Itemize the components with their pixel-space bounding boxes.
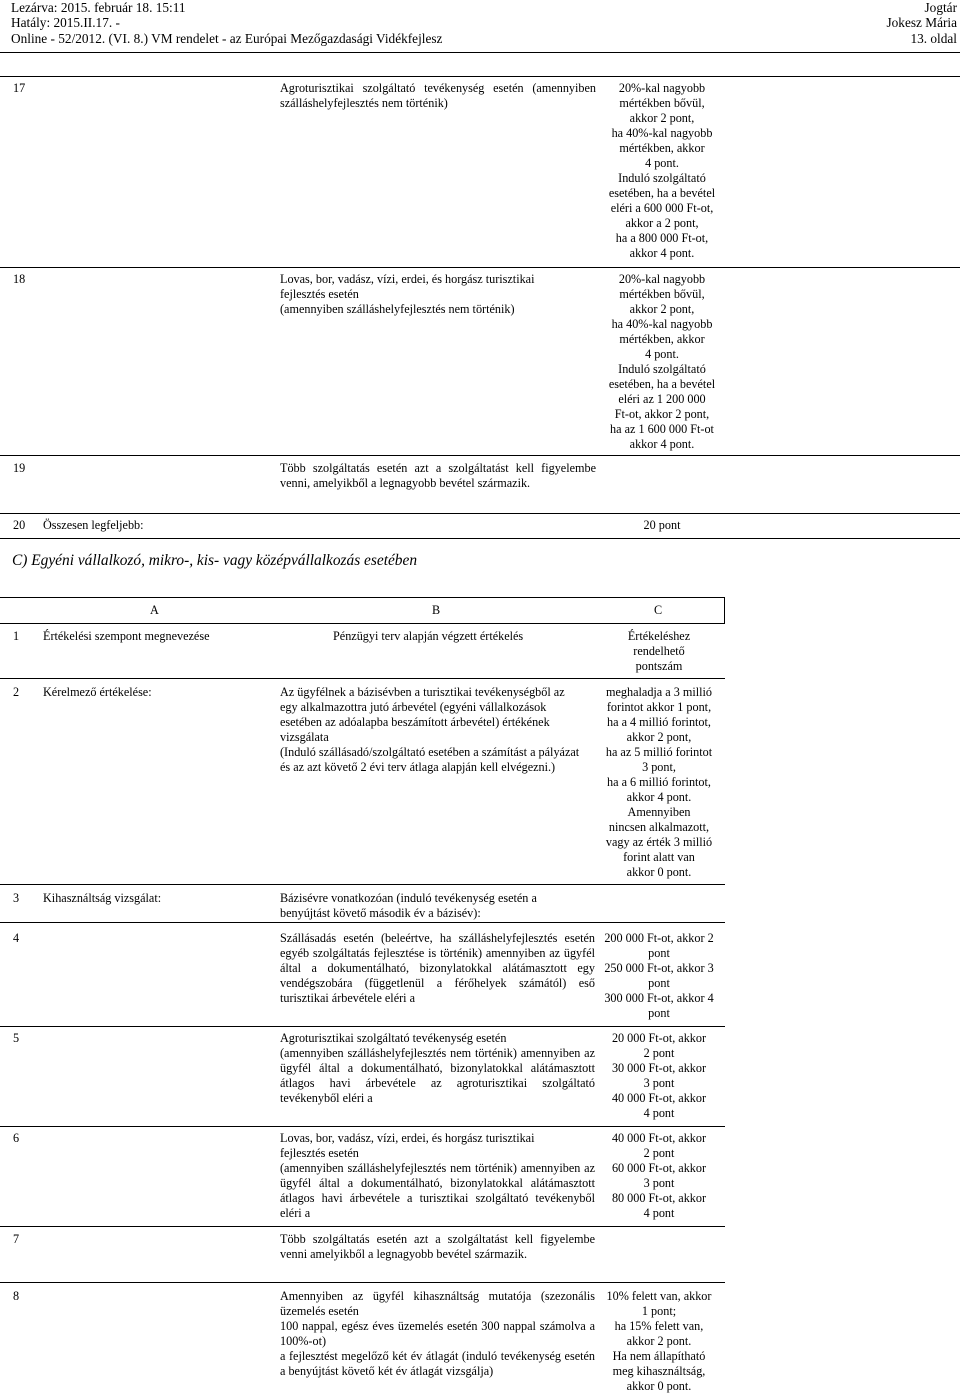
- score-line: 4 pont: [643, 1206, 675, 1220]
- cell-b: [280, 1131, 595, 1221]
- score-line: 3 pont: [643, 1176, 675, 1190]
- row-number: 1: [13, 629, 20, 643]
- score-line: 3 pont,: [642, 760, 676, 774]
- score-line: akkor 4 pont.: [629, 246, 695, 260]
- score-line: akkor 2 pont,: [626, 730, 692, 744]
- score-line: ha 40%-kal nagyobb: [611, 126, 713, 140]
- table2-rule-4: [0, 922, 725, 923]
- row-number: 6: [13, 1131, 20, 1145]
- cell-b: [280, 1289, 595, 1379]
- row-number: 7: [13, 1232, 20, 1246]
- header-document-title: Online - 52/2012. (VI. 8.) VM rendelet - az Európai Mezőgazdasági Vidékfejlesz: [11, 30, 443, 46]
- score-line: eléri az 1 200 000: [618, 392, 706, 406]
- cell-c: [596, 685, 722, 880]
- score-line: forint alatt van: [623, 850, 695, 864]
- score-line: akkor 0 pont.: [626, 865, 692, 879]
- score-line: mértékben, akkor: [619, 141, 705, 155]
- score-line: 300 000 Ft-ot, akkor 4: [604, 991, 714, 1005]
- score-line: 10% felett van, akkor: [606, 1289, 712, 1303]
- cell-b-text: a fejlesztést megelőző két év átlagát (induló tevékenység esetén a benyújtást követő két év átlagát vizsgálja): [280, 1349, 595, 1378]
- score-line: vagy az érték 3 millió: [605, 835, 713, 849]
- score-line: 20%-kal nagyobb: [618, 272, 706, 286]
- cell-b: [280, 931, 595, 1006]
- cell-b-text: (Induló szállásadó/szolgáltató esetében a számítást a pályázat és az azt követő 2 évi terv átlaga alapján kell elvégezni.): [280, 745, 580, 774]
- score-line: Induló szolgáltató: [618, 362, 706, 376]
- row-number: 19: [13, 461, 26, 475]
- table2-rule-3: [0, 884, 725, 885]
- row-description: [280, 81, 596, 111]
- cell-b-text: Több szolgáltatás esetén azt a szolgáltatást kell figyelembe venni amelyikből a legnagyobb bevétel származik.: [280, 1232, 595, 1261]
- cell-b-text: Pénzügyi terv alapján végzett értékelés: [333, 629, 524, 643]
- cell-b-text: fejlesztés esetén: [280, 1146, 359, 1160]
- cell-b: [280, 685, 585, 775]
- description-line: (amennyiben szálláshelyfejlesztés nem történik): [280, 302, 515, 316]
- header-divider: [0, 52, 960, 53]
- table1-rule-19: [0, 455, 960, 456]
- row-description: [280, 461, 596, 491]
- score-line: Ha nem állapítható: [612, 1349, 706, 1363]
- score-line: 80 000 Ft-ot, akkor: [611, 1191, 707, 1205]
- score-line: 3 pont: [643, 1076, 675, 1090]
- cell-b-text: (amennyiben szálláshelyfejlesztés nem történik) amennyiben az ügyfél által a dokumentálható, bizonylatokkal alátámasztott átlagos havi árbevétele a turisztikai szolgáltató tevékenyből eléri a: [280, 1161, 595, 1220]
- score-line: 1 pont;: [641, 1304, 677, 1318]
- cell-a: Értékelési szempont megnevezése: [43, 629, 210, 643]
- table1-rule-18: [0, 267, 960, 268]
- score-line: 2 pont: [643, 1046, 675, 1060]
- total-label: Összesen legfeljebb:: [43, 518, 144, 532]
- row-number: 18: [13, 272, 26, 286]
- cell-c: [596, 931, 722, 1021]
- cell-b-text: Amennyiben az ügyfél kihasználtság mutatója (szezonális üzemelés esetén: [280, 1289, 595, 1318]
- cell-a: Kérelmező értékelése:: [43, 685, 152, 699]
- score-line: Amennyiben: [627, 805, 691, 819]
- cell-b: [333, 629, 593, 644]
- table2-rule-7: [0, 1226, 725, 1227]
- score-line: 4 pont.: [645, 156, 679, 170]
- cell-c: [596, 1131, 722, 1221]
- score-line: akkor 2 pont,: [629, 111, 695, 125]
- cell-c: [596, 629, 722, 674]
- score-line: 60 000 Ft-ot, akkor: [611, 1161, 707, 1175]
- score-line: ha 15% felett van,: [614, 1319, 704, 1333]
- row-number: 5: [13, 1031, 20, 1045]
- total-value: 20 pont: [643, 518, 681, 532]
- table2-rule-6: [0, 1126, 725, 1127]
- score-line: forintot akkor 1 pont,: [606, 700, 712, 714]
- cell-b-text: Az ügyfélnek a bázisévben a turisztikai tevékenységből az egy alkalmazottra jutó árbevétel (egyéni vállalkozások esetében az adóalapba beszámított árbevétel) értékének vizsgálata: [280, 685, 565, 744]
- row-number: 3: [13, 891, 20, 905]
- score-line: 250 000 Ft-ot, akkor 3: [604, 961, 714, 975]
- score-line: esetében, ha a bevétel: [608, 377, 716, 391]
- score-line: 2 pont: [643, 1146, 675, 1160]
- table2-rule-1: [0, 623, 725, 624]
- cell-c: [596, 1289, 722, 1394]
- row-description: [280, 272, 596, 317]
- score-line: 40 000 Ft-ot, akkor: [611, 1091, 707, 1105]
- score-line: akkor 4 pont.: [629, 437, 695, 451]
- row-number: 8: [13, 1289, 20, 1303]
- cell-c: [596, 1031, 722, 1121]
- score-line: Értékeléshez: [627, 629, 691, 643]
- score-line: 20 000 Ft-ot, akkor: [611, 1031, 707, 1045]
- section-title: C) Egyéni vállalkozó, mikro-, kis- vagy középvállalkozás esetében: [12, 552, 418, 569]
- column-header-b: B: [432, 603, 441, 617]
- description-line: Agroturisztikai szolgáltató tevékenység esetén (amennyiben szálláshelyfejlesztés nem történik): [280, 81, 596, 110]
- score-line: meg kihasználtság,: [612, 1364, 706, 1378]
- score-line: Ft-ot, akkor 2 pont,: [614, 407, 710, 421]
- header-closed-date: Lezárva: 2015. február 18. 15:11: [11, 0, 186, 15]
- cell-b-text: (amennyiben szálláshelyfejlesztés nem történik) amennyiben az ügyfél által a dokumentálható, bizonylatokkal alátámasztott átlagos havi árbevétele az agroturisztikai szolgáltató tevékenyből eléri a: [280, 1046, 595, 1105]
- score-line: mértékben, akkor: [619, 332, 705, 346]
- header-right: [727, 0, 957, 46]
- row-number: 20: [13, 518, 26, 532]
- cell-b-text: Szállásadás esetén (beleértve, ha szálláshelyfejlesztés esetén egyéb szolgáltatás fejlesztése is történik) amennyiben az ügyfél által a dokumentálható, bizonylatokkal alátámasztott egy vendégszobára (függetlenül a férőhelyek számától) eső turisztikai árbevétele eléri a: [280, 931, 595, 1005]
- score-line: 30 000 Ft-ot, akkor: [611, 1061, 707, 1075]
- cell-b-text: 100 nappal, egész éves üzemelés esetén 300 nappal számolva a 100%-ot): [280, 1319, 595, 1348]
- header-left: [11, 0, 711, 46]
- column-header-a: A: [150, 603, 159, 617]
- cell-a: Kihasználtság vizsgálat:: [43, 891, 162, 905]
- column-header-c: C: [654, 603, 663, 617]
- score-line: ha a 800 000 Ft-ot,: [615, 231, 709, 245]
- score-line: mértékben bővül,: [619, 287, 705, 301]
- score-line: Induló szolgáltató: [618, 171, 706, 185]
- header-effective-date: Hatály: 2015.II.17. -: [11, 15, 120, 31]
- score-line: ha a 4 millió forintot,: [607, 715, 711, 729]
- header-page-number: 13. oldal: [910, 30, 957, 46]
- table2-right-edge: [724, 597, 725, 623]
- cell-b-text: Agroturisztikai szolgáltató tevékenység esetén: [280, 1031, 507, 1045]
- row-score: [596, 272, 728, 452]
- row-number: 4: [13, 931, 20, 945]
- table1-rule-20: [0, 513, 960, 514]
- cell-b-text: Bázisévre vonatkozóan (induló tevékenység esetén a benyújtást követő második év a bázisév):: [280, 891, 537, 920]
- cell-b: [280, 1232, 595, 1262]
- score-line: 4 pont: [643, 1106, 675, 1120]
- score-line: pont: [648, 946, 670, 960]
- row-score: [596, 81, 728, 261]
- table2-rule-5: [0, 1026, 725, 1027]
- score-line: akkor a 2 pont,: [625, 216, 699, 230]
- header-author: Jokesz Mária: [886, 15, 957, 31]
- score-line: akkor 4 pont.: [626, 790, 692, 804]
- row-number: 2: [13, 685, 20, 699]
- score-line: ha az 5 millió forintot: [605, 745, 713, 759]
- score-line: eléri a 600 000 Ft-ot,: [610, 201, 714, 215]
- page-header: [0, 0, 960, 50]
- score-line: 4 pont.: [645, 347, 679, 361]
- description-line: Több szolgáltatás esetén azt a szolgáltatást kell figyelembe venni, amelyikből a legnagyobb bevétel származik.: [280, 461, 596, 490]
- score-line: ha a 6 millió forintot,: [607, 775, 711, 789]
- table2-rule-2: [0, 678, 725, 679]
- score-line: ha az 1 600 000 Ft-ot: [610, 422, 714, 436]
- score-line: rendelhető: [633, 644, 685, 658]
- row-number: 17: [13, 81, 26, 95]
- description-line: Lovas, bor, vadász, vízi, erdei, és horgász turisztikai: [280, 272, 535, 286]
- cell-b: [280, 891, 585, 921]
- table1-rule-bottom: [0, 538, 960, 539]
- table2-rule-8: [0, 1282, 725, 1283]
- score-line: ha 40%-kal nagyobb: [611, 317, 713, 331]
- header-source: Jogtár: [924, 0, 957, 15]
- cell-b-text: Lovas, bor, vadász, vízi, erdei, és horgász turisztikai: [280, 1131, 535, 1145]
- score-line: 200 000 Ft-ot, akkor 2: [604, 931, 714, 945]
- score-line: meghaladja a 3 millió: [606, 685, 712, 699]
- score-line: akkor 0 pont.: [626, 1379, 692, 1393]
- table1-rule-top: [0, 76, 960, 77]
- score-line: 20%-kal nagyobb: [618, 81, 706, 95]
- score-line: pont: [648, 1006, 670, 1020]
- cell-b: [280, 1031, 595, 1106]
- score-line: pont: [648, 976, 670, 990]
- score-line: pontszám: [635, 659, 683, 673]
- score-line: nincsen alkalmazott,: [608, 820, 710, 834]
- table2-rule-top: [0, 597, 725, 598]
- score-line: mértékben bővül,: [619, 96, 705, 110]
- description-line: fejlesztés esetén: [280, 287, 359, 301]
- score-line: 40 000 Ft-ot, akkor: [611, 1131, 707, 1145]
- score-line: akkor 2 pont.: [626, 1334, 692, 1348]
- score-line: esetében, ha a bevétel: [608, 186, 716, 200]
- score-line: akkor 2 pont,: [629, 302, 695, 316]
